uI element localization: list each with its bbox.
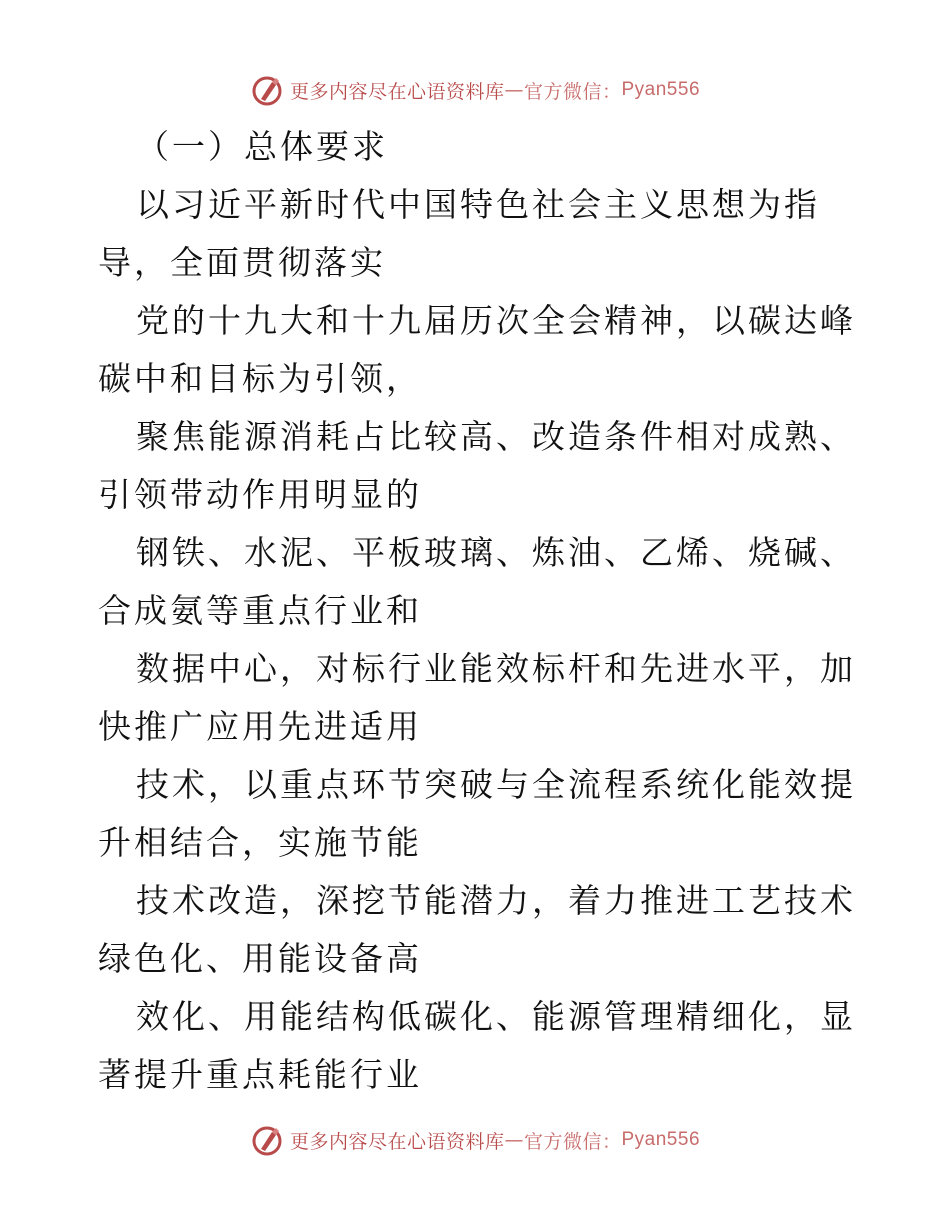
footer-wechat-id: Pyan556 (621, 1129, 701, 1150)
footer-text-contact: 官方微信： (523, 1130, 622, 1153)
paragraph: 聚焦能源消耗占比较高、改造条件相对成熟、引领带动作用明显的 (98, 417, 856, 514)
document-body (98, 118, 858, 1104)
paragraph: 技术，以重点环节突破与全流程系统化能效提升相结合，实施节能 (98, 765, 856, 862)
paragraph: 党的十九大和十九届历次全会精神，以碳达峰碳中和目标为引领， (98, 301, 856, 398)
header-text-sep: — (504, 79, 524, 101)
footer-text-sep: — (504, 1129, 524, 1151)
paragraph: 效化、用能结构低碳化、能源管理精细化，显著提升重点耗能行业 (98, 997, 856, 1094)
paragraph: 技术改造，深挖节能潜力，着力推进工艺技术绿色化、用能设备高 (98, 881, 856, 978)
header-wechat-id: Pyan556 (621, 79, 701, 100)
footer-watermark (0, 1122, 950, 1158)
header-text-main: 更多内容尽在心语资料库 (289, 80, 505, 103)
footer-text-main: 更多内容尽在心语资料库 (289, 1130, 505, 1153)
section-heading: （一）总体要求 (136, 127, 388, 166)
header-watermark (0, 72, 950, 108)
paragraph: 以习近平新时代中国特色社会主义思想为指导，全面贯彻落实 (98, 185, 820, 282)
paragraph: 钢铁、水泥、平板玻璃、炼油、乙烯、烧碱、合成氨等重点行业和 (98, 533, 856, 630)
pen-seal-logo-icon (250, 73, 284, 107)
paragraph: 数据中心，对标行业能效标杆和先进水平，加快推广应用先进适用 (98, 649, 856, 746)
pen-seal-logo-icon (250, 1123, 284, 1157)
header-text-contact: 官方微信： (523, 80, 622, 103)
